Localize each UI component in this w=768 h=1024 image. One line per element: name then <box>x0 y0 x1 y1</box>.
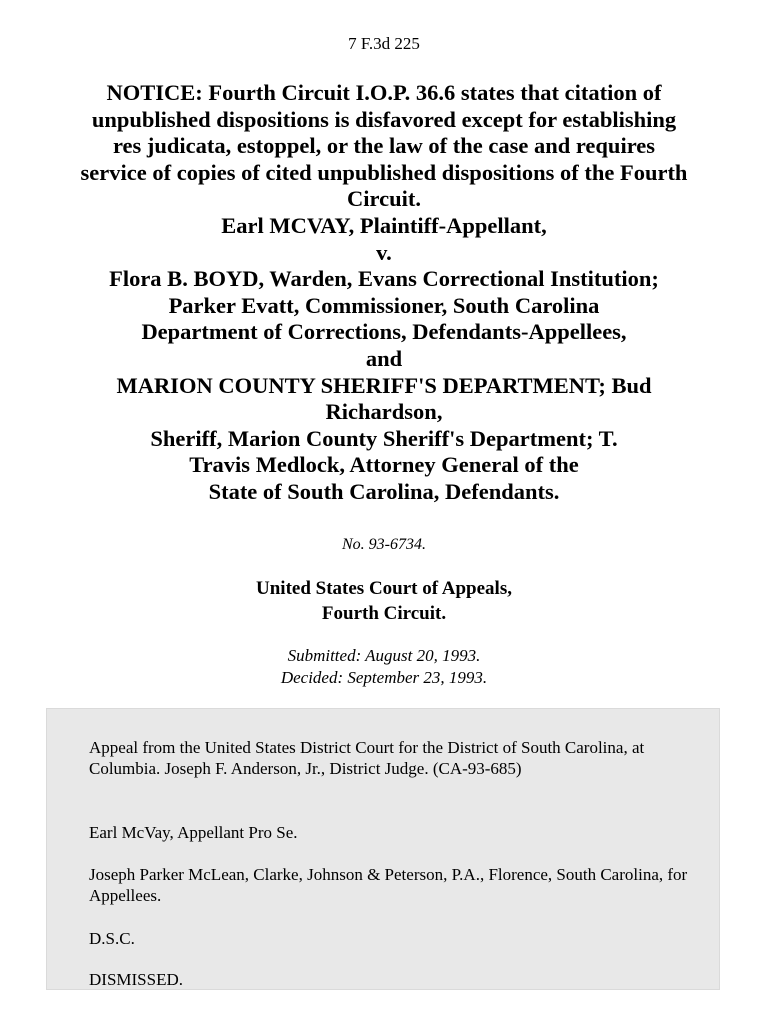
notice-line: unpublished dispositions is disfavored except for establishing <box>91 106 677 132</box>
docket-number: No. 93-6734. <box>342 536 426 553</box>
appellee-line: Flora B. BOYD, Warden, Evans Correctional Institution; <box>109 266 659 292</box>
notice-line: service of copies of cited unpublished dispositions of the Fourth <box>80 159 688 185</box>
court-abbreviation: D.S.C. <box>89 929 135 948</box>
case-dates <box>0 645 768 689</box>
plaintiff-line: Earl MCVAY, Plaintiff-Appellant, <box>221 212 547 238</box>
notice-line: NOTICE: Fourth Circuit I.O.P. 36.6 states that citation of <box>106 80 662 105</box>
appeal-paragraph: Appeal from the United States District Court for the District of South Carolina, at Columbia. Joseph F. Anderson, Jr., District Judge. (CA-93-685) <box>89 738 645 778</box>
reporter-citation: 7 F.3d 225 <box>348 34 420 53</box>
defendant-line: Sheriff, Marion County Sheriff's Department; T. <box>150 425 618 451</box>
court-name <box>0 576 768 626</box>
appellee-line: Parker Evatt, Commissioner, South Carolina <box>168 292 600 318</box>
appellee-counsel-paragraph: Joseph Parker McLean, Clarke, Johnson & Peterson, P.A., Florence, South Carolina, for Appellees. <box>89 865 688 905</box>
defendant-line: MARION COUNTY SHERIFF'S DEPARTMENT; Bud <box>116 372 652 398</box>
appellant-counsel-paragraph: Earl McVay, Appellant Pro Se. <box>89 823 298 842</box>
defendant-line: State of South Carolina, Defendants. <box>208 478 560 504</box>
defendant-line: Travis Medlock, Attorney General of the <box>189 452 579 478</box>
disposition: DISMISSED. <box>89 970 183 989</box>
conjunction-line: and <box>365 345 403 371</box>
submitted-date: Submitted: August 20, 1993. <box>287 646 481 665</box>
case-summary-box <box>46 708 720 990</box>
case-caption <box>34 80 734 506</box>
court-circuit-line: Fourth Circuit. <box>321 603 447 624</box>
court-name-line: United States Court of Appeals, <box>256 578 512 599</box>
notice-line: res judicata, estoppel, or the law of the case and requires <box>112 133 656 159</box>
versus-line: v. <box>376 239 392 265</box>
appellee-line: Department of Corrections, Defendants-Appellees, <box>141 319 627 345</box>
defendant-line: Richardson, <box>325 399 443 425</box>
notice-line: Circuit. <box>347 186 421 212</box>
decided-date: Decided: September 23, 1993. <box>280 668 488 687</box>
